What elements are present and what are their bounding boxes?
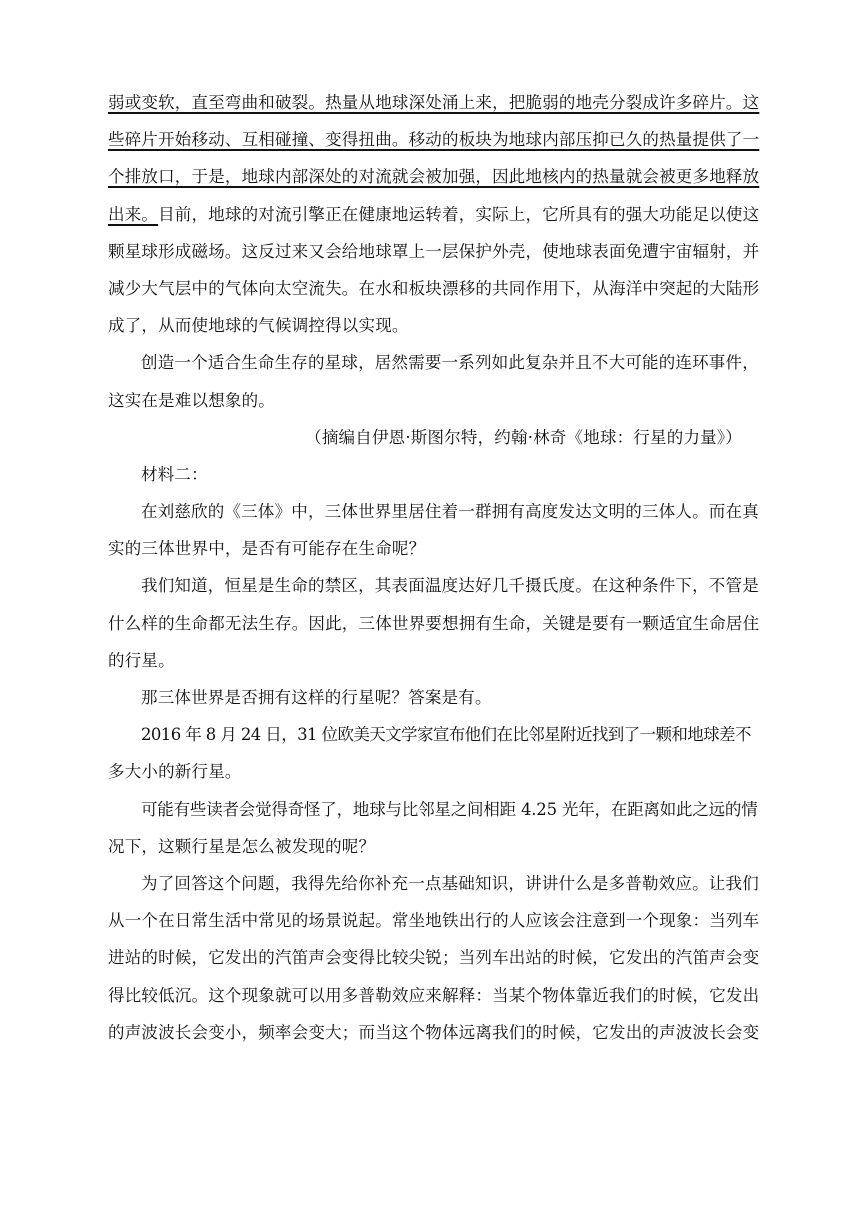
section-label: 材料二： xyxy=(141,464,208,484)
text-line: 我们知道，恒星是生命的禁区，其表面温度达好几千摄氏度。在这种条件下，不管是 xyxy=(141,576,759,596)
text-line: 进站的时候，它发出的汽笛声会变得比较尖锐；当列车出站的时候，它发出的汽笛声会变 xyxy=(108,948,760,968)
text-line: 可能有些读者会觉得奇怪了，地球与比邻星之间相距 4.25 光年，在距离如此之远的情 xyxy=(141,799,758,819)
paragraph-5 xyxy=(108,679,758,716)
text-line: 况下，这颗行星是怎么被发现的呢？ xyxy=(108,836,376,856)
underlined-text: 出来。 xyxy=(108,204,159,224)
text-line: 从一个在日常生活中常见的场景说起。常坐地铁出行的人应该会注意到一个现象：当列车 xyxy=(108,911,760,931)
text-line: 多大小的新行星。 xyxy=(108,762,242,782)
text-line xyxy=(108,158,758,195)
text-line: 得比较低沉。这个现象就可以用多普勒效应来解释：当某个物体靠近我们的时候，它发出 xyxy=(108,985,760,1005)
paragraph-7 xyxy=(108,791,758,865)
text-line: 什么样的生命都无法生存。因此，三体世界要想拥有生命，关键是要有一颗适宜生命居住 xyxy=(108,613,760,633)
paragraph-1 xyxy=(108,84,758,344)
citation: （摘编自伊恩·斯图尔特，约翰·林奇《地球：行星的力量》） xyxy=(305,427,742,447)
text-line xyxy=(108,84,758,121)
paragraph-8 xyxy=(108,865,758,1051)
paragraph-6 xyxy=(108,716,758,790)
text-line: 2016 年 8 月 24 日，31 位欧美天文学家宣布他们在比邻星附近找到了一颗和地球差不 xyxy=(141,725,751,745)
underlined-text: 弱或变软，直至弯曲和破裂。热量从地球深处涌上来，把脆弱的地壳分裂成许多碎片。这 xyxy=(108,93,760,112)
paragraph-2 xyxy=(108,344,758,418)
underlined-text: 些碎片开始移动、互相碰撞、变得扭曲。移动的板块为地球内部压抑已久的热量提供了一 xyxy=(108,130,760,150)
text-line: 在刘慈欣的《三体》中，三体世界里居住着一群拥有高度发达文明的三体人。而在真 xyxy=(141,502,759,522)
paragraph-4 xyxy=(108,567,758,679)
text-line: 的行星。 xyxy=(108,650,175,670)
text-line xyxy=(108,196,758,233)
text-line xyxy=(108,121,758,158)
text-line: 减少大气层中的气体向太空流失。在水和板块漂移的共同作用下，从海洋中突起的大陆形 xyxy=(108,278,760,298)
text-line: 那三体世界是否拥有这样的行星呢？答案是有。 xyxy=(141,688,492,707)
text-segment: 目前，地球的对流引擎正在健康地运转着，实际上，它所具有的强大功能足以使这 xyxy=(158,204,760,224)
underlined-text: 个排放口，于是，地球内部深处的对流就会被加强，因此地核内的热量就会被更多地释放 xyxy=(108,167,760,187)
text-line: 成了，从而使地球的气候调控得以实现。 xyxy=(108,316,409,336)
text-line: 为了回答这个问题，我得先给你补充一点基础知识，讲讲什么是多普勒效应。让我们 xyxy=(141,873,759,893)
document-page xyxy=(108,84,758,1051)
text-line: 的声波波长会变小，频率会变大；而当这个物体远离我们的时候，它发出的声波波长会变 xyxy=(108,1022,760,1042)
text-line: 实的三体世界中，是否有可能存在生命呢？ xyxy=(108,539,426,559)
text-line: 创造一个适合生命生存的星球，居然需要一系列如此复杂并且不大可能的连环事件， xyxy=(141,353,759,373)
text-line: 颗星球形成磁场。这反过来又会给地球罩上一层保护外壳，使地球表面免遭宇宙辐射，并 xyxy=(108,241,760,261)
paragraph-3 xyxy=(108,493,758,567)
text-line: 这实在是难以想象的。 xyxy=(108,390,275,410)
